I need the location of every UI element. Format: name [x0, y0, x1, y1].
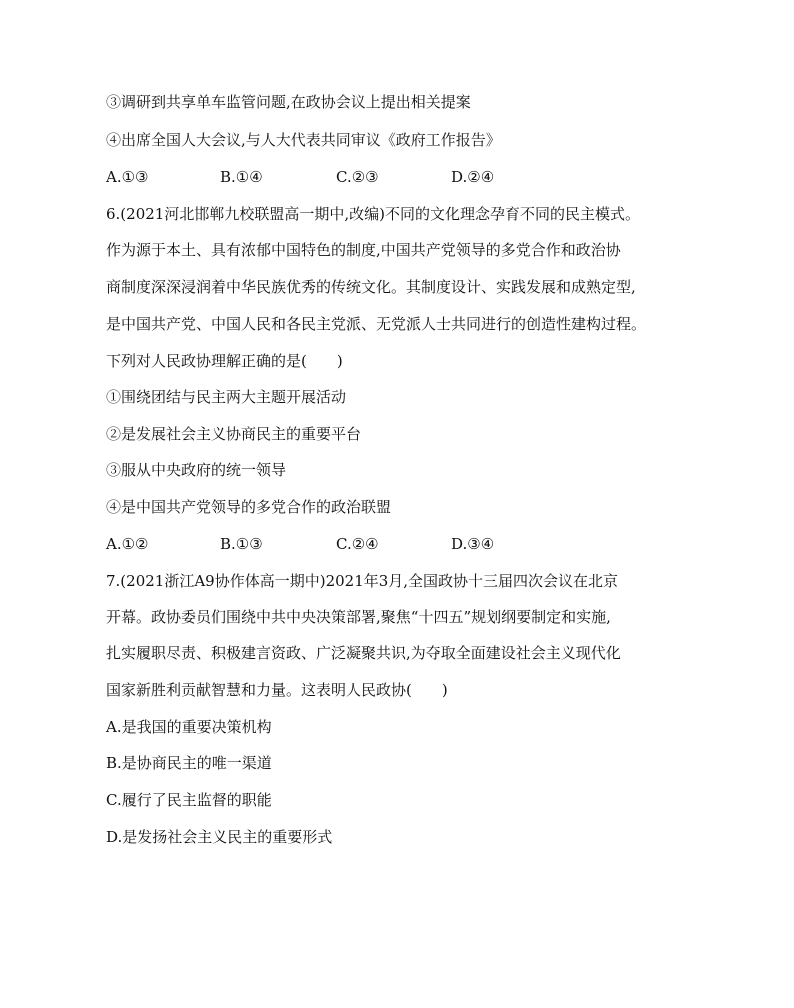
- q7-stem-line-3: 扎实履职尽责、积极建言资政、广泛凝聚共识,为夺取全面建设社会主义现代化: [106, 644, 621, 662]
- q6-stem-line-4: 是中国共产党、中国人民和各民主党派、无党派人士共同进行的创造性建构过程。: [106, 315, 647, 333]
- q6-option-d: D.③④: [451, 535, 495, 553]
- q5-item-4: ④出席全国人大会议,与人大代表共同审议《政府工作报告》: [106, 131, 501, 149]
- q7-option-d: D.是发扬社会主义民主的重要形式: [106, 828, 333, 846]
- q6-item-3: ③服从中央政府的统一领导: [106, 461, 287, 479]
- q5-option-b: B.①④: [220, 168, 263, 186]
- q6-item-4: ④是中国共产党领导的多党合作的政治联盟: [106, 498, 392, 516]
- q6-stem-line-5: 下列对人民政协理解正确的是( ): [106, 352, 343, 370]
- q5-option-c: C.②③: [336, 168, 379, 186]
- q7-stem-line-1: 7.(2021浙江A9协作体高一期中)2021年3月,全国政协十三届四次会议在北京: [106, 572, 619, 590]
- q6-option-b: B.①③: [220, 535, 263, 553]
- q7-option-c: C.履行了民主监督的职能: [106, 791, 272, 809]
- q5-option-d: D.②④: [451, 168, 495, 186]
- q6-option-a: A.①②: [106, 535, 149, 553]
- q7-option-a: A.是我国的重要决策机构: [106, 718, 272, 736]
- q6-stem-line-3: 商制度深深浸润着中华民族优秀的传统文化。其制度设计、实践发展和成熟定型,: [106, 278, 636, 296]
- q5-option-a: A.①③: [106, 168, 149, 186]
- q7-option-b: B.是协商民主的唯一渠道: [106, 754, 272, 772]
- q6-stem-line-2: 作为源于本土、具有浓郁中国特色的制度,中国共产党领导的多党合作和政治协: [106, 241, 621, 259]
- q6-item-2: ②是发展社会主义协商民主的重要平台: [106, 425, 362, 443]
- q7-stem-line-4: 国家新胜利贡献智慧和力量。这表明人民政协( ): [106, 681, 448, 699]
- q6-option-c: C.②④: [336, 535, 379, 553]
- q6-stem-line-1: 6.(2021河北邯郸九校联盟高一期中,改编)不同的文化理念孕育不同的民主模式。: [106, 205, 640, 223]
- q6-item-1: ①围绕团结与民主两大主题开展活动: [106, 388, 347, 406]
- q7-stem-line-2: 开幕。政协委员们围绕中共中央决策部署,聚焦“十四五”规划纲要制定和实施,: [106, 608, 611, 626]
- q5-item-3: ③调研到共享单车监管问题,在政协会议上提出相关提案: [106, 93, 471, 111]
